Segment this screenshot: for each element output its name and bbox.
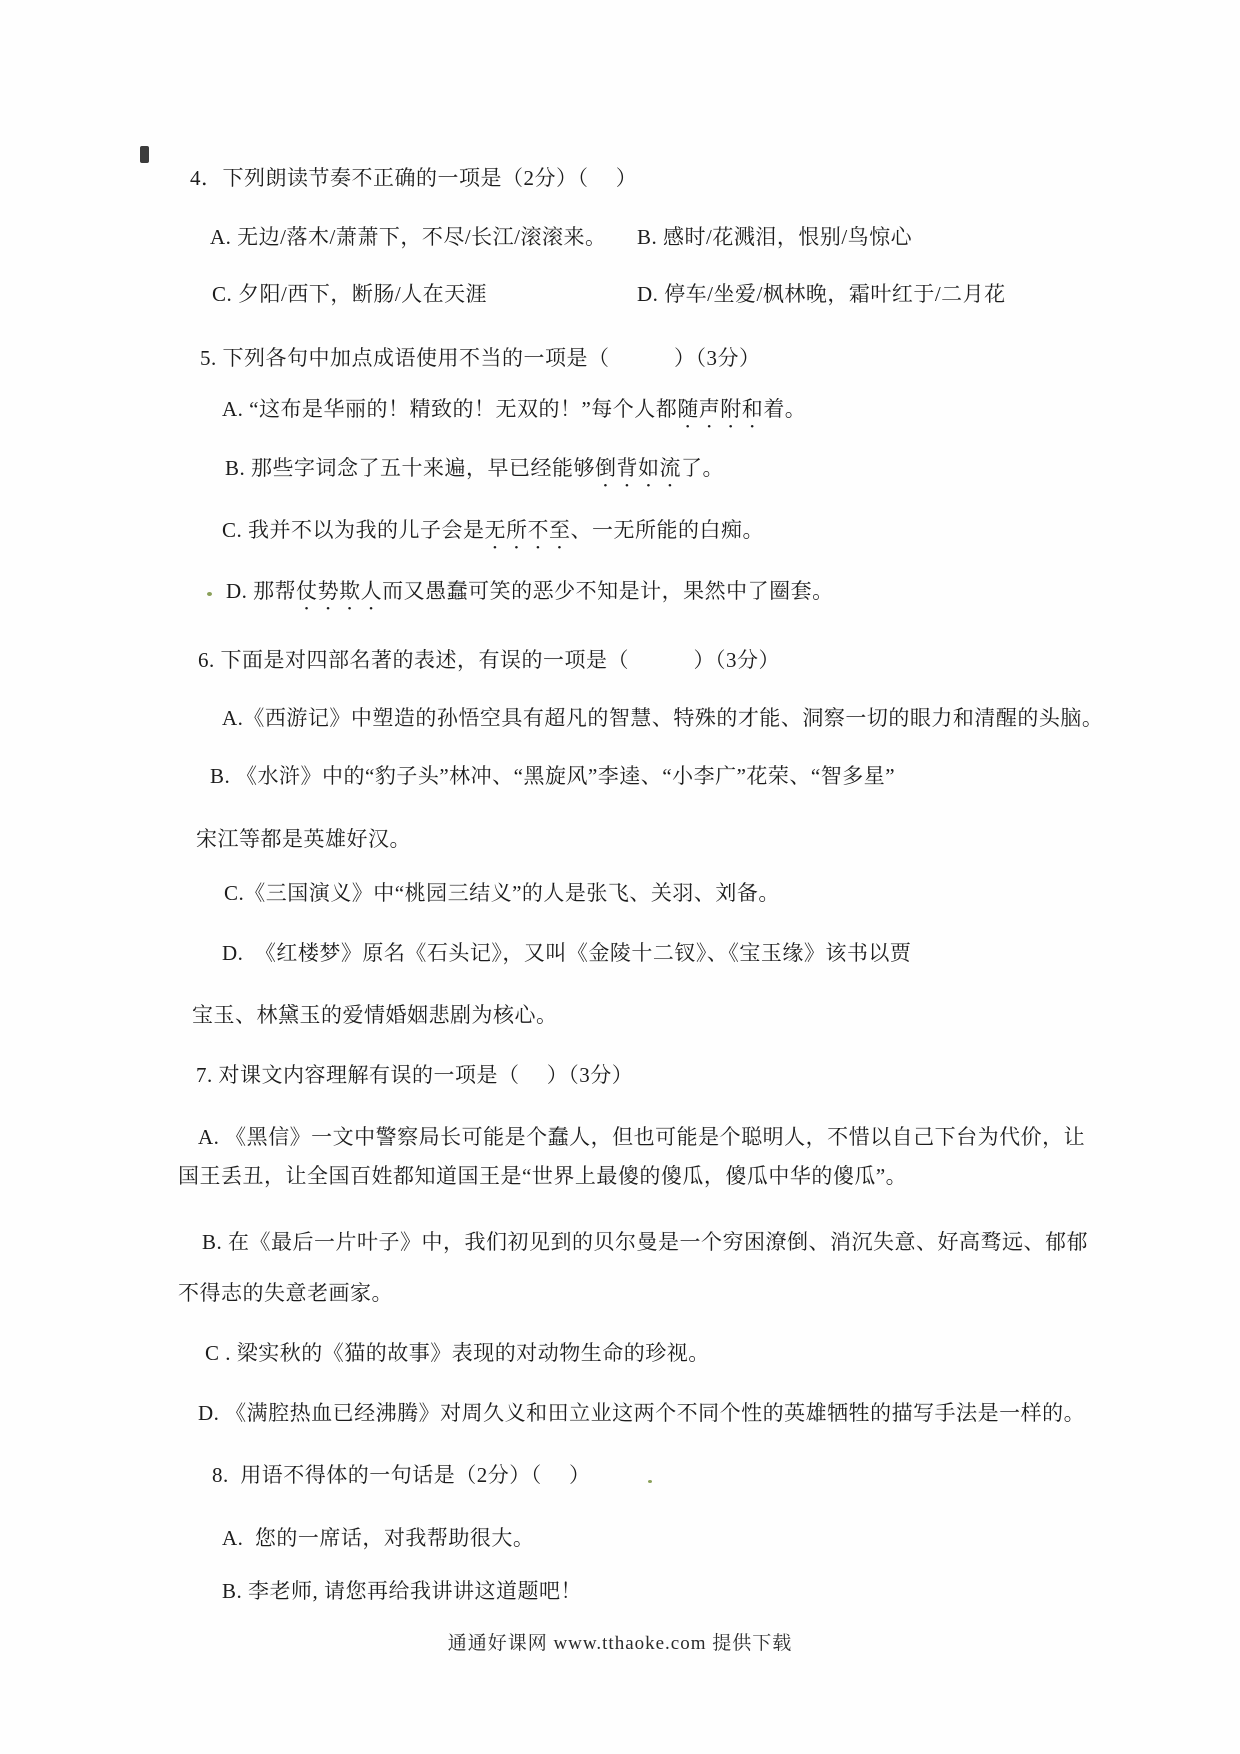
footer-watermark-text: 通通好课网 www.tthaoke.com 提供下载	[447, 1633, 793, 1654]
q5-option-c	[222, 517, 764, 554]
q4-option-c: C. 夕阳/西下，断肠/人在天涯	[212, 282, 488, 306]
q5-option-b	[225, 455, 724, 492]
q5-option-a-emphasized-idiom: 随声附和	[677, 397, 764, 421]
q7-option-b-line1: B. 在《最后一片叶子》中，我们初见到的贝尔曼是一个穷困潦倒、消沉失意、好高骛远、郁郁	[202, 1230, 1089, 1254]
scan-smudge	[140, 146, 149, 163]
question-5-title: 5. 下列各句中加点成语使用不当的一项是（ ）（3分）	[200, 346, 761, 370]
q5-option-a-text: A. “这布是华丽的！精致的！无双的！”每个人都	[222, 397, 678, 421]
q5-option-b-emphasized-idiom: 倒背如流	[595, 456, 682, 480]
question-6-title: 6. 下面是对四部名著的表述，有误的一项是（ ）（3分）	[198, 648, 780, 672]
q7-option-b-line2: 不得志的失意老画家。	[178, 1281, 393, 1305]
q5-option-d-emphasized-idiom: 仗势欺人	[296, 579, 383, 603]
q5-option-c-text: C. 我并不以为我的儿子会是	[222, 518, 485, 542]
q7-option-c: C . 梁实秋的《猫的故事》表现的对动物生命的珍视。	[205, 1341, 710, 1365]
q6-option-c: C.《三国演义》中“桃园三结义”的人是张飞、关羽、刘备。	[224, 881, 780, 905]
question-4-title: 4．下列朗读节奏不正确的一项是（2分）（ ）	[190, 166, 638, 190]
q5-option-d-text: D. 那帮	[226, 579, 297, 603]
q5-option-c-emphasized-idiom: 无所不至	[484, 518, 571, 542]
scan-dot-artifact-1	[207, 592, 212, 596]
q6-option-d-line1: D. 《红楼梦》原名《石头记》，又叫《金陵十二钗》、《宝玉缘》该书以贾	[222, 941, 912, 965]
question-8-title: 8. 用语不得体的一句话是（2分）（ ）	[212, 1463, 591, 1487]
q7-option-d: D. 《满腔热血已经沸腾》对周久义和田立业这两个不同个性的英雄牺牲的描写手法是一样的。	[198, 1401, 1086, 1425]
q5-option-d-tail: 而又愚蠢可笑的恶少不知是计，果然中了圈套。	[382, 579, 834, 603]
q6-option-a: A.《西游记》中塑造的孙悟空具有超凡的智慧、特殊的才能、洞察一切的眼力和清醒的头脑。	[222, 706, 1104, 730]
q4-option-a: A. 无边/落木/萧萧下，不尽/长江/滚滚来。	[210, 225, 607, 249]
q5-option-d	[226, 578, 834, 615]
q4-option-d: D. 停车/坐爱/枫林晚，霜叶红于/二月花	[637, 282, 1006, 306]
q6-option-d-line2: 宝玉、林黛玉的爱情婚姻悲剧为核心。	[192, 1003, 558, 1027]
question-7-title: 7. 对课文内容理解有误的一项是（ ）（3分）	[196, 1063, 634, 1087]
q7-option-a-line1: A. 《黑信》一文中警察局长可能是个蠢人，但也可能是个聪明人，不惜以自己下台为代价，让	[198, 1125, 1086, 1149]
q5-option-c-tail: 、一无所能的白痴。	[570, 518, 765, 542]
q5-option-a-tail: 着。	[763, 397, 807, 421]
q5-option-a	[222, 396, 806, 433]
q5-option-b-text: B. 那些字词念了五十来遍，早已经能够	[225, 456, 596, 480]
q6-option-b-line1: B. 《水浒》中的“豹子头”林冲、“黑旋风”李逵、“小李广”花荣、“智多星”	[210, 764, 896, 788]
q7-option-a-line2: 国王丢丑，让全国百姓都知道国王是“世界上最傻的傻瓜，傻瓜中华的傻瓜”。	[178, 1164, 908, 1188]
q8-option-a: A. 您的一席话，对我帮助很大。	[222, 1526, 535, 1550]
q4-option-b: B. 感时/花溅泪，恨别/鸟惊心	[637, 225, 913, 249]
q6-option-b-line2: 宋江等都是英雄好汉。	[196, 827, 411, 851]
q5-option-b-tail: 了。	[681, 456, 725, 480]
q8-option-b: B. 李老师, 请您再给我讲讲这道题吧！	[222, 1579, 583, 1603]
scan-dot-artifact-2	[648, 1480, 652, 1483]
